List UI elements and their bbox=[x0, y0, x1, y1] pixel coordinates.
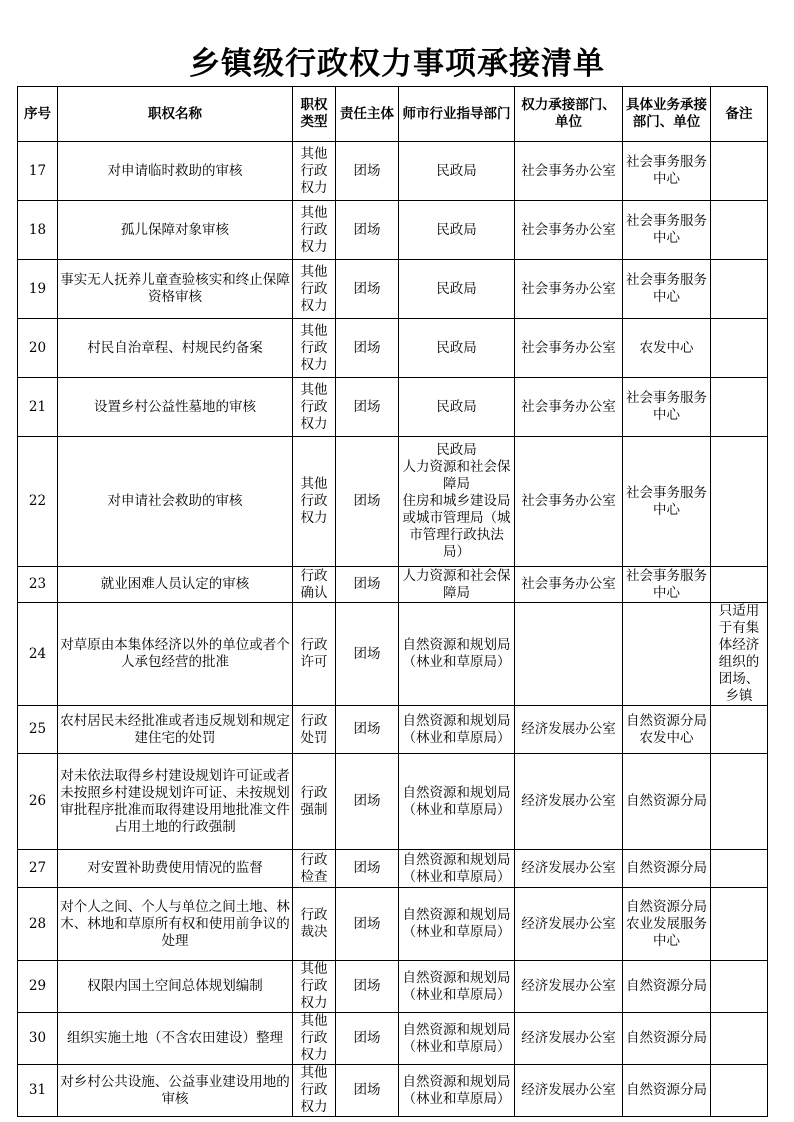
row-power-type: 其他行政权力 bbox=[293, 437, 336, 567]
row-business-unit: 自然资源分局 bbox=[623, 754, 711, 850]
row-power-type: 其他行政权力 bbox=[293, 1065, 336, 1117]
row-undertaking-department: 经济发展办公室 bbox=[515, 1013, 623, 1065]
table-header-row bbox=[18, 87, 768, 142]
row-remarks bbox=[711, 754, 768, 850]
row-guide-department: 自然资源和规划局（林业和草原局） bbox=[399, 850, 515, 888]
row-power-type: 行政确认 bbox=[293, 567, 336, 603]
row-business-unit bbox=[623, 603, 711, 706]
row-power-type: 行政裁决 bbox=[293, 888, 336, 961]
row-power-name: 事实无人抚养儿童查验核实和终止保障资格审核 bbox=[58, 260, 293, 319]
row-undertaking-department: 社会事务办公室 bbox=[515, 201, 623, 260]
row-guide-department: 自然资源和规划局（林业和草原局） bbox=[399, 961, 515, 1013]
row-responsible-subject: 团场 bbox=[336, 142, 399, 201]
row-business-unit: 自然资源分局 bbox=[623, 1065, 711, 1117]
row-power-type: 其他行政权力 bbox=[293, 378, 336, 437]
row-power-type: 其他行政权力 bbox=[293, 201, 336, 260]
row-remarks bbox=[711, 888, 768, 961]
row-undertaking-department: 经济发展办公室 bbox=[515, 1065, 623, 1117]
row-power-name: 对乡村公共设施、公益事业建设用地的审核 bbox=[58, 1065, 293, 1117]
row-serial: 26 bbox=[18, 754, 58, 850]
row-power-type: 其他行政权力 bbox=[293, 319, 336, 378]
row-responsible-subject: 团场 bbox=[336, 888, 399, 961]
table-row bbox=[18, 567, 768, 603]
header-business-unit: 具体业务承接部门、单位 bbox=[623, 87, 711, 142]
row-serial: 25 bbox=[18, 706, 58, 754]
row-undertaking-department: 社会事务办公室 bbox=[515, 260, 623, 319]
row-power-name: 对草原由本集体经济以外的单位或者个人承包经营的批准 bbox=[58, 603, 293, 706]
row-responsible-subject: 团场 bbox=[336, 437, 399, 567]
row-serial: 24 bbox=[18, 603, 58, 706]
row-power-name: 村民自治章程、村规民约备案 bbox=[58, 319, 293, 378]
table-row bbox=[18, 754, 768, 850]
row-responsible-subject: 团场 bbox=[336, 319, 399, 378]
row-remarks bbox=[711, 319, 768, 378]
table-row bbox=[18, 260, 768, 319]
row-business-unit: 社会事务服务中心 bbox=[623, 437, 711, 567]
row-business-unit: 自然资源分局农业发展服务中心 bbox=[623, 888, 711, 961]
row-guide-department: 民政局 bbox=[399, 319, 515, 378]
row-power-name: 对未依法取得乡村建设规划许可证或者未按照乡村建设规划许可证、未按规划审批程序批准而取得建设用地批准文件占用土地的行政强制 bbox=[58, 754, 293, 850]
header-serial: 序号 bbox=[18, 87, 58, 142]
row-serial: 30 bbox=[18, 1013, 58, 1065]
row-power-type: 其他行政权力 bbox=[293, 961, 336, 1013]
row-responsible-subject: 团场 bbox=[336, 201, 399, 260]
row-power-name: 孤儿保障对象审核 bbox=[58, 201, 293, 260]
header-power-name: 职权名称 bbox=[58, 87, 293, 142]
header-power-type: 职权类型 bbox=[293, 87, 336, 142]
row-remarks bbox=[711, 961, 768, 1013]
row-responsible-subject: 团场 bbox=[336, 603, 399, 706]
row-power-name: 对安置补助费使用情况的监督 bbox=[58, 850, 293, 888]
row-undertaking-department: 经济发展办公室 bbox=[515, 961, 623, 1013]
row-serial: 20 bbox=[18, 319, 58, 378]
row-undertaking-department: 经济发展办公室 bbox=[515, 706, 623, 754]
row-undertaking-department: 社会事务办公室 bbox=[515, 437, 623, 567]
row-guide-department: 民政局 bbox=[399, 260, 515, 319]
header-remarks: 备注 bbox=[711, 87, 768, 142]
row-remarks bbox=[711, 850, 768, 888]
row-business-unit: 自然资源分局农发中心 bbox=[623, 706, 711, 754]
table-row bbox=[18, 319, 768, 378]
row-responsible-subject: 团场 bbox=[336, 260, 399, 319]
table-row bbox=[18, 1065, 768, 1117]
row-guide-department: 自然资源和规划局（林业和草原局） bbox=[399, 1065, 515, 1117]
row-remarks bbox=[711, 260, 768, 319]
row-serial: 17 bbox=[18, 142, 58, 201]
row-power-type: 行政强制 bbox=[293, 754, 336, 850]
row-undertaking-department: 社会事务办公室 bbox=[515, 567, 623, 603]
row-guide-department: 人力资源和社会保障局 bbox=[399, 567, 515, 603]
table-row bbox=[18, 706, 768, 754]
row-guide-department: 民政局 bbox=[399, 201, 515, 260]
row-serial: 22 bbox=[18, 437, 58, 567]
table-row bbox=[18, 378, 768, 437]
row-undertaking-department: 社会事务办公室 bbox=[515, 319, 623, 378]
row-responsible-subject: 团场 bbox=[336, 850, 399, 888]
table-row bbox=[18, 201, 768, 260]
row-undertaking-department: 社会事务办公室 bbox=[515, 142, 623, 201]
row-business-unit: 自然资源分局 bbox=[623, 961, 711, 1013]
row-serial: 29 bbox=[18, 961, 58, 1013]
row-serial: 27 bbox=[18, 850, 58, 888]
row-business-unit: 自然资源分局 bbox=[623, 850, 711, 888]
row-undertaking-department: 社会事务办公室 bbox=[515, 378, 623, 437]
row-serial: 23 bbox=[18, 567, 58, 603]
page-title: 乡镇级行政权力事项承接清单 bbox=[189, 46, 605, 82]
row-remarks bbox=[711, 1013, 768, 1065]
row-responsible-subject: 团场 bbox=[336, 1013, 399, 1065]
row-responsible-subject: 团场 bbox=[336, 706, 399, 754]
row-guide-department: 民政局 bbox=[399, 142, 515, 201]
row-guide-department: 民政局 bbox=[399, 378, 515, 437]
header-responsible-subject: 责任主体 bbox=[336, 87, 399, 142]
row-undertaking-department: 经济发展办公室 bbox=[515, 754, 623, 850]
table-row bbox=[18, 850, 768, 888]
row-power-type: 行政处罚 bbox=[293, 706, 336, 754]
row-business-unit: 社会事务服务中心 bbox=[623, 378, 711, 437]
row-power-name: 权限内国土空间总体规划编制 bbox=[58, 961, 293, 1013]
row-remarks bbox=[711, 378, 768, 437]
row-responsible-subject: 团场 bbox=[336, 961, 399, 1013]
table-row bbox=[18, 1013, 768, 1065]
row-guide-department: 自然资源和规划局（林业和草原局） bbox=[399, 603, 515, 706]
row-business-unit: 社会事务服务中心 bbox=[623, 142, 711, 201]
row-power-type: 其他行政权力 bbox=[293, 260, 336, 319]
row-power-name: 对申请临时救助的审核 bbox=[58, 142, 293, 201]
header-guide-department: 师市行业指导部门 bbox=[399, 87, 515, 142]
row-remarks bbox=[711, 201, 768, 260]
row-power-type: 行政检查 bbox=[293, 850, 336, 888]
row-remarks bbox=[711, 706, 768, 754]
row-guide-department: 自然资源和规划局（林业和草原局） bbox=[399, 1013, 515, 1065]
row-power-name: 对个人之间、个人与单位之间土地、林木、林地和草原所有权和使用前争议的处理 bbox=[58, 888, 293, 961]
row-power-name: 对申请社会救助的审核 bbox=[58, 437, 293, 567]
row-responsible-subject: 团场 bbox=[336, 754, 399, 850]
table-row bbox=[18, 437, 768, 567]
header-undertaking-department: 权力承接部门、单位 bbox=[515, 87, 623, 142]
row-serial: 18 bbox=[18, 201, 58, 260]
row-power-name: 农村居民未经批准或者违反规划和规定建住宅的处罚 bbox=[58, 706, 293, 754]
row-remarks bbox=[711, 437, 768, 567]
row-serial: 21 bbox=[18, 378, 58, 437]
row-power-type: 其他行政权力 bbox=[293, 142, 336, 201]
row-serial: 19 bbox=[18, 260, 58, 319]
row-guide-department: 自然资源和规划局（林业和草原局） bbox=[399, 888, 515, 961]
row-responsible-subject: 团场 bbox=[336, 567, 399, 603]
row-guide-department: 民政局 人力资源和社会保障局 住房和城乡建设局或城市管理局（城市管理行政执法局） bbox=[399, 437, 515, 567]
row-power-name: 组织实施土地（不含农田建设）整理 bbox=[58, 1013, 293, 1065]
table-row bbox=[18, 603, 768, 706]
row-undertaking-department: 经济发展办公室 bbox=[515, 888, 623, 961]
row-business-unit: 自然资源分局 bbox=[623, 1013, 711, 1065]
row-power-name: 就业困难人员认定的审核 bbox=[58, 567, 293, 603]
row-business-unit: 社会事务服务中心 bbox=[623, 260, 711, 319]
row-undertaking-department: 经济发展办公室 bbox=[515, 850, 623, 888]
row-serial: 31 bbox=[18, 1065, 58, 1117]
row-power-type: 行政许可 bbox=[293, 603, 336, 706]
row-business-unit: 社会事务服务中心 bbox=[623, 201, 711, 260]
row-remarks: 只适用于有集体经济组织的团场、乡镇 bbox=[711, 603, 768, 706]
row-remarks bbox=[711, 567, 768, 603]
table-row bbox=[18, 888, 768, 961]
row-guide-department: 自然资源和规划局（林业和草原局） bbox=[399, 754, 515, 850]
row-guide-department: 自然资源和规划局（林业和草原局） bbox=[399, 706, 515, 754]
row-serial: 28 bbox=[18, 888, 58, 961]
row-remarks bbox=[711, 142, 768, 201]
table-row bbox=[18, 142, 768, 201]
row-business-unit: 社会事务服务中心 bbox=[623, 567, 711, 603]
row-power-type: 其他行政权力 bbox=[293, 1013, 336, 1065]
power-items-table bbox=[17, 86, 768, 1117]
row-power-name: 设置乡村公益性墓地的审核 bbox=[58, 378, 293, 437]
table-row bbox=[18, 961, 768, 1013]
row-responsible-subject: 团场 bbox=[336, 1065, 399, 1117]
row-business-unit: 农发中心 bbox=[623, 319, 711, 378]
row-remarks bbox=[711, 1065, 768, 1117]
row-responsible-subject: 团场 bbox=[336, 378, 399, 437]
row-undertaking-department bbox=[515, 603, 623, 706]
